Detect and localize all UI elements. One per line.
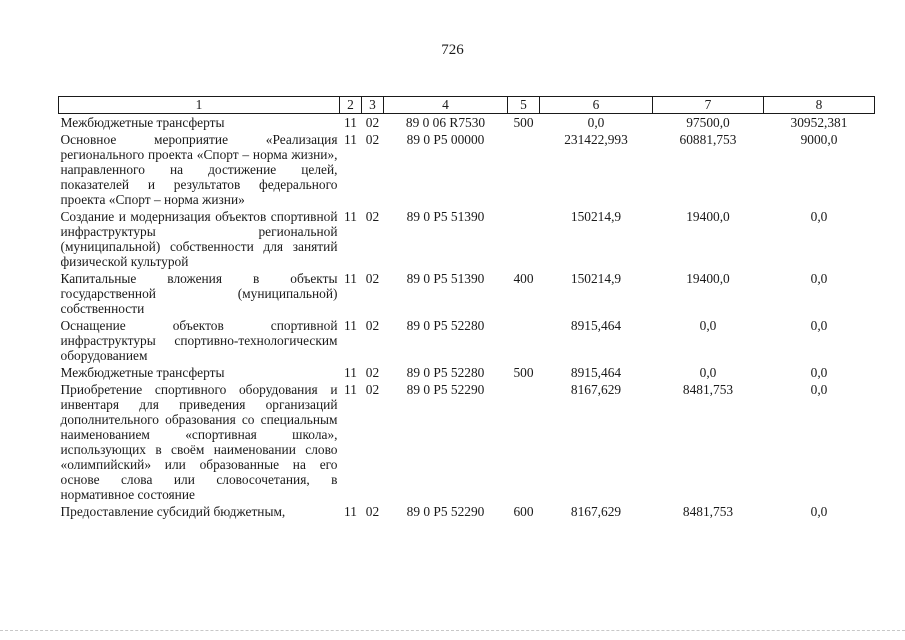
amount-col-7: 19400,0 bbox=[686, 209, 730, 224]
table-header-row bbox=[59, 97, 875, 114]
page-bottom-edge bbox=[0, 630, 905, 631]
amount-col-8: 0,0 bbox=[810, 318, 828, 333]
row-name: Приобретение спортивного оборудования и инвентаря для приведения организаций дополнительного образования со специальным наименованием «спортивная школа», использующих в своём наименовании слово «олимпийский» или образованные на его основе слова или словосочетания, в нормативное состояние bbox=[60, 382, 338, 502]
row-name: Предоставление субсидий бюджетным, bbox=[60, 504, 286, 519]
row-name: Оснащение объектов спортивной инфраструктуры спортивно-технологическим оборудованием bbox=[60, 318, 338, 363]
amount-col-6: 150214,9 bbox=[570, 209, 622, 224]
amount-col-6: 8167,629 bbox=[570, 504, 622, 519]
table-row bbox=[59, 114, 875, 132]
column-header: 4 bbox=[384, 97, 508, 114]
subsection-code: 02 bbox=[365, 271, 380, 286]
subsection-code: 02 bbox=[365, 132, 380, 147]
column-header: 3 bbox=[362, 97, 384, 114]
amount-col-6: 8167,629 bbox=[570, 382, 622, 397]
section-code: 11 bbox=[344, 209, 357, 224]
target-article-code: 89 0 06 R7530 bbox=[405, 115, 486, 130]
amount-col-7: 60881,753 bbox=[679, 132, 737, 147]
subsection-code: 02 bbox=[365, 318, 380, 333]
target-article-code: 89 0 P5 52280 bbox=[406, 318, 485, 333]
expense-type-code: 400 bbox=[513, 271, 534, 286]
table-row bbox=[59, 208, 875, 270]
expense-type-code bbox=[508, 317, 540, 364]
amount-col-8: 30952,381 bbox=[790, 115, 848, 130]
target-article-code: 89 0 P5 52290 bbox=[406, 504, 485, 519]
amount-col-8: 0,0 bbox=[810, 504, 828, 519]
target-article-code: 89 0 P5 52290 bbox=[406, 382, 485, 397]
subsection-code: 02 bbox=[365, 382, 380, 397]
amount-col-8: 9000,0 bbox=[800, 132, 838, 147]
page-number: 726 bbox=[441, 42, 464, 58]
section-code: 11 bbox=[344, 318, 357, 333]
amount-col-6: 0,0 bbox=[587, 115, 605, 130]
amount-col-6: 150214,9 bbox=[570, 271, 622, 286]
section-code: 11 bbox=[344, 115, 357, 130]
target-article-code: 89 0 P5 52280 bbox=[406, 365, 485, 380]
row-name: Межбюджетные трансферты bbox=[60, 365, 225, 380]
subsection-code: 02 bbox=[365, 209, 380, 224]
target-article-code: 89 0 P5 51390 bbox=[406, 209, 485, 224]
amount-col-7: 19400,0 bbox=[686, 271, 730, 286]
amount-col-6: 231422,993 bbox=[564, 132, 628, 147]
amount-col-6: 8915,464 bbox=[570, 318, 622, 333]
subsection-code: 02 bbox=[365, 504, 380, 519]
table-row bbox=[59, 381, 875, 503]
table-row bbox=[59, 317, 875, 364]
column-header: 7 bbox=[653, 97, 764, 114]
table-row bbox=[59, 364, 875, 381]
expense-type-code bbox=[508, 208, 540, 270]
expense-type-code bbox=[508, 131, 540, 208]
target-article-code: 89 0 P5 51390 bbox=[406, 271, 485, 286]
expense-type-code bbox=[508, 381, 540, 503]
table-row bbox=[59, 270, 875, 317]
row-name: Капитальные вложения в объекты государственной (муниципальной) собственности bbox=[60, 271, 338, 316]
section-code: 11 bbox=[344, 365, 357, 380]
section-code: 11 bbox=[344, 504, 357, 519]
amount-col-8: 0,0 bbox=[810, 271, 828, 286]
table-row bbox=[59, 131, 875, 208]
amount-col-6: 8915,464 bbox=[570, 365, 622, 380]
column-header: 5 bbox=[508, 97, 540, 114]
column-header: 8 bbox=[764, 97, 875, 114]
subsection-code: 02 bbox=[365, 365, 380, 380]
amount-col-7: 97500,0 bbox=[686, 115, 730, 130]
column-header: 6 bbox=[540, 97, 653, 114]
expense-type-code: 500 bbox=[513, 365, 534, 380]
row-name: Основное мероприятие «Реализация регионального проекта «Спорт – норма жизни», направленного на достижение целей, показателей и результатов федерального проекта «Спорт – норма жизни» bbox=[60, 132, 338, 207]
budget-table bbox=[58, 96, 875, 520]
section-code: 11 bbox=[344, 132, 357, 147]
row-name: Межбюджетные трансферты bbox=[60, 115, 225, 130]
amount-col-7: 8481,753 bbox=[682, 504, 734, 519]
expense-type-code: 500 bbox=[513, 115, 534, 130]
column-header: 2 bbox=[340, 97, 362, 114]
column-header: 1 bbox=[59, 97, 340, 114]
amount-col-7: 0,0 bbox=[699, 318, 717, 333]
expense-type-code: 600 bbox=[513, 504, 534, 519]
row-name: Создание и модернизация объектов спортивной инфраструктуры региональной (муниципальной) собственности для занятий физической культурой bbox=[60, 209, 338, 269]
target-article-code: 89 0 P5 00000 bbox=[406, 132, 485, 147]
section-code: 11 bbox=[344, 382, 357, 397]
amount-col-8: 0,0 bbox=[810, 365, 828, 380]
amount-col-8: 0,0 bbox=[810, 382, 828, 397]
section-code: 11 bbox=[344, 271, 357, 286]
subsection-code: 02 bbox=[365, 115, 380, 130]
table-row bbox=[59, 503, 875, 520]
amount-col-7: 8481,753 bbox=[682, 382, 734, 397]
amount-col-7: 0,0 bbox=[699, 365, 717, 380]
amount-col-8: 0,0 bbox=[810, 209, 828, 224]
